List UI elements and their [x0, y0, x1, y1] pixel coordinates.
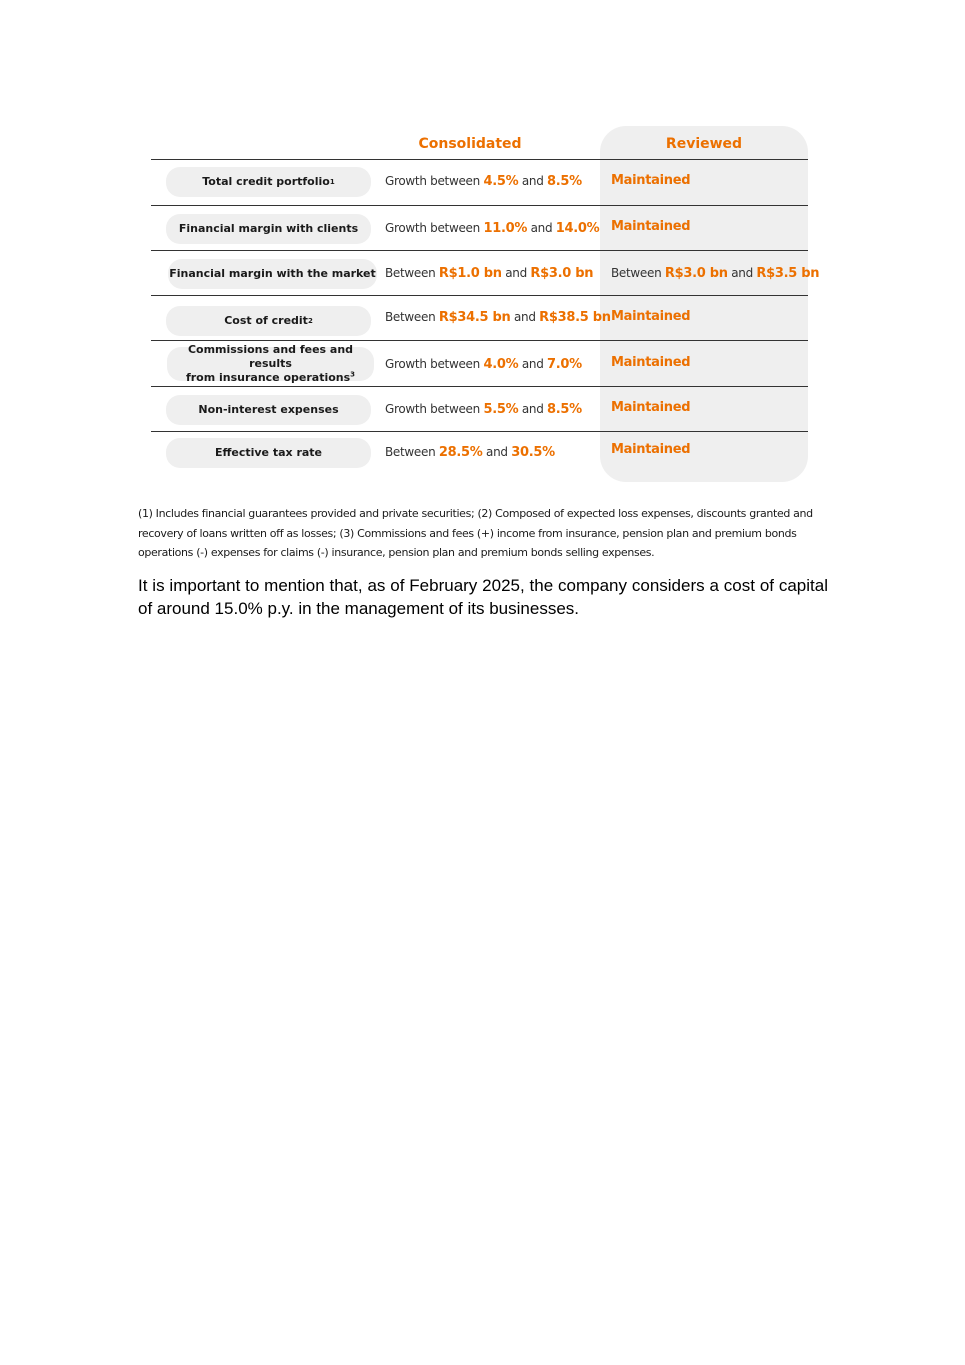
cons-value-high: R$38.5 bn [539, 310, 611, 325]
body-paragraph: It is important to mention that, as of February 2025, the company considers a cost of capital of around 15.0% p.y. in the management of its businesses. [138, 576, 828, 618]
cons-value-low: 5.5% [483, 402, 519, 417]
header-consolidated: Consolidated [418, 136, 522, 152]
cons-value-low: R$34.5 bn [438, 310, 511, 325]
reviewed-status: Maintained [611, 173, 691, 188]
cons-mid: and [510, 310, 540, 324]
row-label-text: Financial margin with clients [178, 222, 359, 235]
row-label-text: Cost of credit [224, 314, 308, 327]
cons-prefix: Between [385, 266, 439, 280]
cons-prefix: Growth between [385, 221, 484, 235]
row-label-text: Non-interest expenses [198, 403, 339, 416]
reviewed-status: Maintained [611, 219, 691, 234]
reviewed-value [611, 400, 690, 415]
row-label-line1: Commissions and fees and results [187, 343, 354, 370]
consolidated-value [385, 402, 582, 417]
cons-prefix: Between [385, 310, 439, 324]
row-label: Total credit portfolio 1 [166, 167, 371, 197]
rev-value-high: R$3.5 bn [756, 266, 820, 281]
cons-mid: and [501, 266, 531, 280]
cons-value-high: 30.5% [511, 445, 555, 460]
cons-mid: and [518, 402, 548, 416]
cons-value-high: 8.5% [547, 402, 582, 417]
cons-value-low: 28.5% [438, 445, 483, 460]
consolidated-value [385, 357, 582, 372]
row-label [166, 438, 371, 468]
reviewed-status: Maintained [611, 400, 691, 415]
reviewed-value [611, 355, 690, 370]
consolidated-value [385, 174, 582, 189]
row-label-line2: from insurance operations [185, 371, 351, 384]
header-reviewed: Reviewed [665, 136, 743, 152]
cons-prefix: Between [385, 445, 439, 459]
consolidated-value [385, 445, 555, 460]
cons-mid: and [482, 445, 512, 459]
consolidated-value [385, 266, 593, 281]
row-divider [151, 386, 808, 387]
rev-prefix: Between [611, 266, 665, 280]
cons-mid: and [518, 174, 548, 188]
reviewed-value [611, 442, 690, 457]
cons-value-high: 14.0% [555, 221, 600, 236]
row-divider [151, 431, 808, 432]
row-divider [151, 295, 808, 296]
row-label: Cost of credit 2 [166, 306, 371, 336]
row-label [167, 343, 374, 384]
row-label [168, 259, 377, 289]
row-divider [151, 340, 808, 341]
row-divider [151, 250, 808, 251]
cons-mid: and [518, 357, 548, 371]
cons-value-high: R$3.0 bn [530, 266, 594, 281]
reviewed-status: Maintained [611, 355, 691, 370]
row-label [166, 214, 371, 244]
row-label-text: Financial margin with the market [169, 267, 376, 280]
table-footnote: (1) Includes financial guarantees provided and private securities; (2) Composed of expected loss expenses, discounts granted and recovery of loans written off as losses; (3) Commissions and fees (+) income from insurance, pension plan and premium bonds operations (-) expenses for claims (-) insurance, pension plan and premium bonds selling expenses. [138, 507, 813, 559]
guidance-table [151, 126, 820, 482]
row-divider [151, 159, 808, 160]
rev-value-low: R$3.0 bn [664, 266, 728, 281]
consolidated-value [385, 310, 611, 325]
cons-prefix: Growth between [385, 174, 484, 188]
cons-value-high: 7.0% [547, 357, 582, 372]
footnote-marker: 3 [350, 370, 356, 379]
cons-value-low: R$1.0 bn [438, 266, 502, 281]
row-label-text [167, 343, 374, 385]
cons-prefix: Growth between [385, 402, 484, 416]
row-label-text: Effective tax rate [214, 446, 323, 459]
reviewed-value [611, 266, 819, 281]
cons-value-low: 4.5% [483, 174, 519, 189]
cons-prefix: Growth between [385, 357, 484, 371]
consolidated-value [385, 221, 599, 236]
reviewed-value [611, 309, 690, 324]
reviewed-status: Maintained [611, 309, 691, 324]
cons-value-high: 8.5% [547, 174, 582, 189]
cons-value-low: 4.0% [483, 357, 519, 372]
cons-value-low: 11.0% [483, 221, 528, 236]
row-label [166, 395, 371, 425]
reviewed-value [611, 173, 690, 188]
row-label-text: Total credit portfolio [202, 175, 330, 188]
reviewed-value [611, 219, 690, 234]
cons-mid: and [527, 221, 556, 235]
rev-mid: and [727, 266, 757, 280]
reviewed-status: Maintained [611, 442, 691, 457]
row-divider [151, 205, 808, 206]
